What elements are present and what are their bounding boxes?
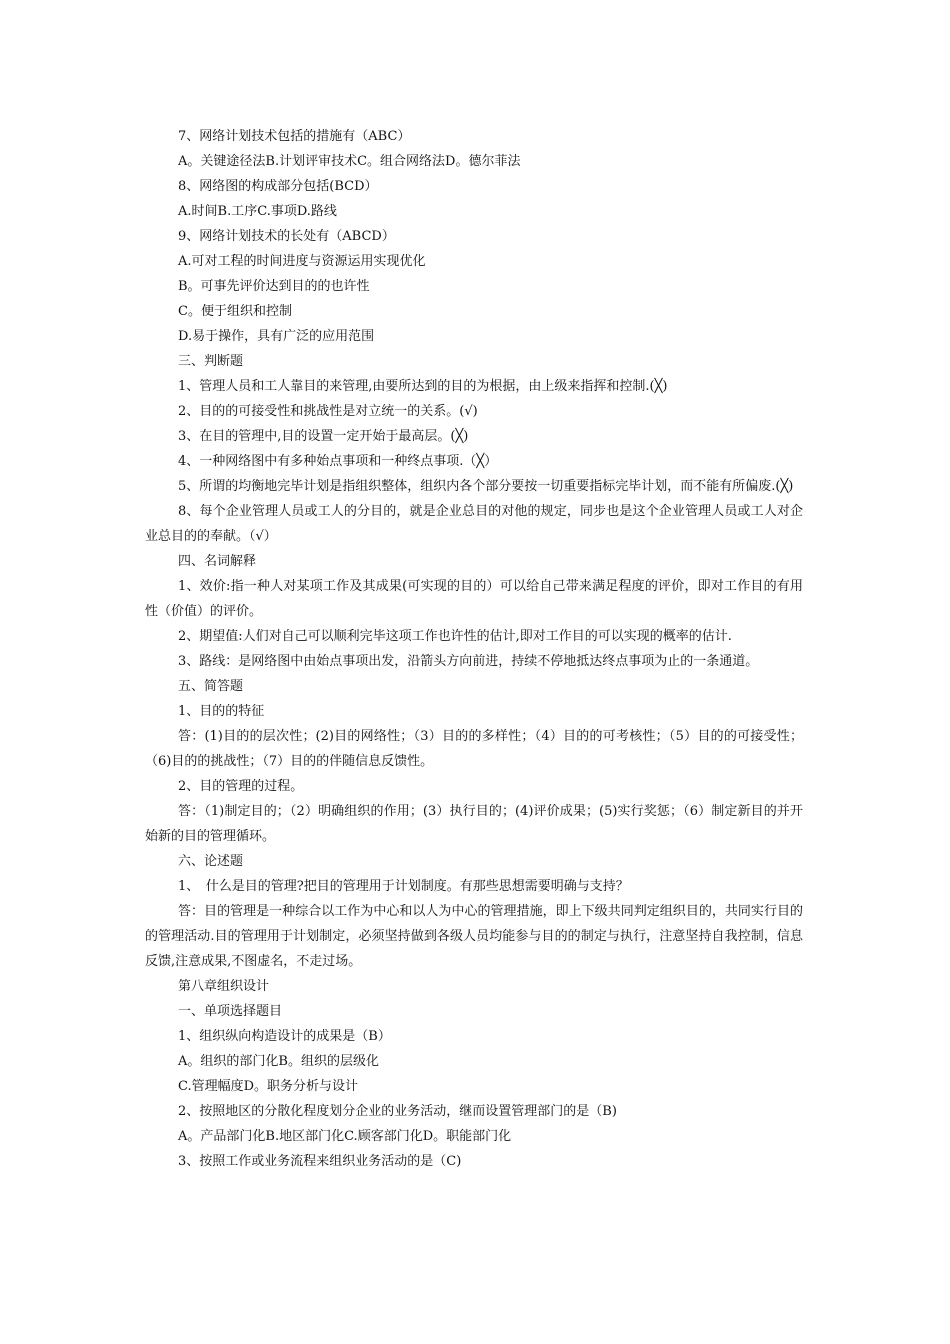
question-9: 9、网络计划技术的长处有（ABCD）: [178, 229, 395, 244]
choice-1-options-cd: C.管理幅度D。职务分析与设计: [178, 1079, 359, 1094]
section-heading-true-false: 三、判断题: [178, 354, 244, 369]
question-9-option-c: C。便于组织和控制: [178, 304, 292, 319]
judgment-5: 5、所谓的均衡地完毕计划是指组织整体，组织内各个部分要按一切重要指标完毕计划，而不能有所偏废.(╳): [178, 479, 794, 494]
section-heading-short-answer: 五、简答题: [178, 679, 244, 694]
choice-1-options-ab: A。组织的部门化B。组织的层级化: [178, 1054, 379, 1069]
section-heading-terms: 四、名词解释: [178, 554, 257, 569]
question-9-option-d: D.易于操作，具有广泛的应用范围: [178, 329, 375, 344]
choice-3-question: 3、按照工作或业务流程来组织业务活动的是（C): [178, 1154, 462, 1169]
question-7-options: A。关键途径法B.计划评审技术C。组合网络法D。德尔菲法: [178, 154, 521, 169]
short-answer-1-question: 1、目的的特征: [178, 704, 265, 719]
short-answer-2-answer: 答：（1)制定目的；（2）明确组织的作用；(3）执行目的；(4)评价成果；(5)实行奖惩；（6）制定新目的并开始新的目的管理循环。: [145, 804, 803, 844]
chapter-heading: 第八章组织设计: [178, 979, 270, 994]
question-9-option-a: A.可对工程的时间进度与资源运用实现优化: [178, 254, 426, 269]
section-heading-single-choice: 一、单项选择题目: [178, 1004, 283, 1019]
choice-1-question: 1、组织纵向构造设计的成果是（B）: [178, 1029, 391, 1044]
document-body: [145, 124, 803, 1174]
judgment-1: 1、管理人员和工人靠目的来管理,由要所达到的目的为根据，由上级来指挥和控制.(╳): [178, 379, 668, 394]
term-1: 1、效价:指一种人对某项工作及其成果(可实现的目的）可以给自己带来满足程度的评价，即对工作目的有用性（价值）的评价。: [145, 579, 803, 619]
short-answer-2-question: 2、目的管理的过程。: [178, 779, 304, 794]
section-heading-essay: 六、论述题: [178, 854, 244, 869]
term-2: 2、期望值:人们对自己可以顺利完毕这项工作也许性的估计,即对工作目的可以实现的概率的估计.: [178, 629, 732, 644]
judgment-4: 4、一种网络图中有多种始点事项和一种终点事项.（╳）: [178, 454, 498, 469]
term-3: 3、路线：是网络图中由始点事项出发，沿箭头方向前进，持续不停地抵达终点事项为止的一条通道。: [178, 654, 759, 669]
question-8: 8、网络图的构成部分包括(BCD）: [178, 179, 378, 194]
essay-1-answer: 答：目的管理是一种综合以工作为中心和以人为中心的管理措施，即上下级共同判定组织目的，共同实行目的的管理活动.目的管理用于计划制定，必须坚持做到各级人员均能参与目的的制定与执行，注意坚持自我控制，信息反馈,注意成果,不图虚名，不走过场。: [145, 904, 803, 969]
essay-1-question: 1、 什么是目的管理?把目的管理用于计划制度。有那些思想需要明确与支持？: [178, 879, 629, 894]
choice-2-options: A。产品部门化B.地区部门化C.顾客部门化D。职能部门化: [178, 1129, 512, 1144]
question-8-options: A.时间B.工序C.事项D.路线: [178, 204, 337, 219]
judgment-3: 3、在目的管理中,目的设置一定开始于最高层。(╳): [178, 429, 469, 444]
judgment-8: 8、每个企业管理人员或工人的分目的，就是企业总目的对他的规定，同步也是这个企业管理人员或工人对企业总目的的奉献。（√）: [145, 504, 803, 544]
judgment-2: 2、目的的可接受性和挑战性是对立统一的关系。(√): [178, 404, 478, 419]
question-7: 7、网络计划技术包括的措施有（ABC）: [178, 129, 411, 144]
short-answer-1-answer: 答：(1)目的的层次性；(2)目的网络性；（3）目的的多样性；（4）目的的可考核性；（5）目的的可接受性；（6)目的的挑战性；（7）目的的伴随信息反馈性。: [145, 729, 803, 769]
question-9-option-b: B。可事先评价达到目的的也许性: [178, 279, 370, 294]
choice-2-question: 2、按照地区的分散化程度划分企业的业务活动，继而设置管理部门的是（B): [178, 1104, 617, 1119]
